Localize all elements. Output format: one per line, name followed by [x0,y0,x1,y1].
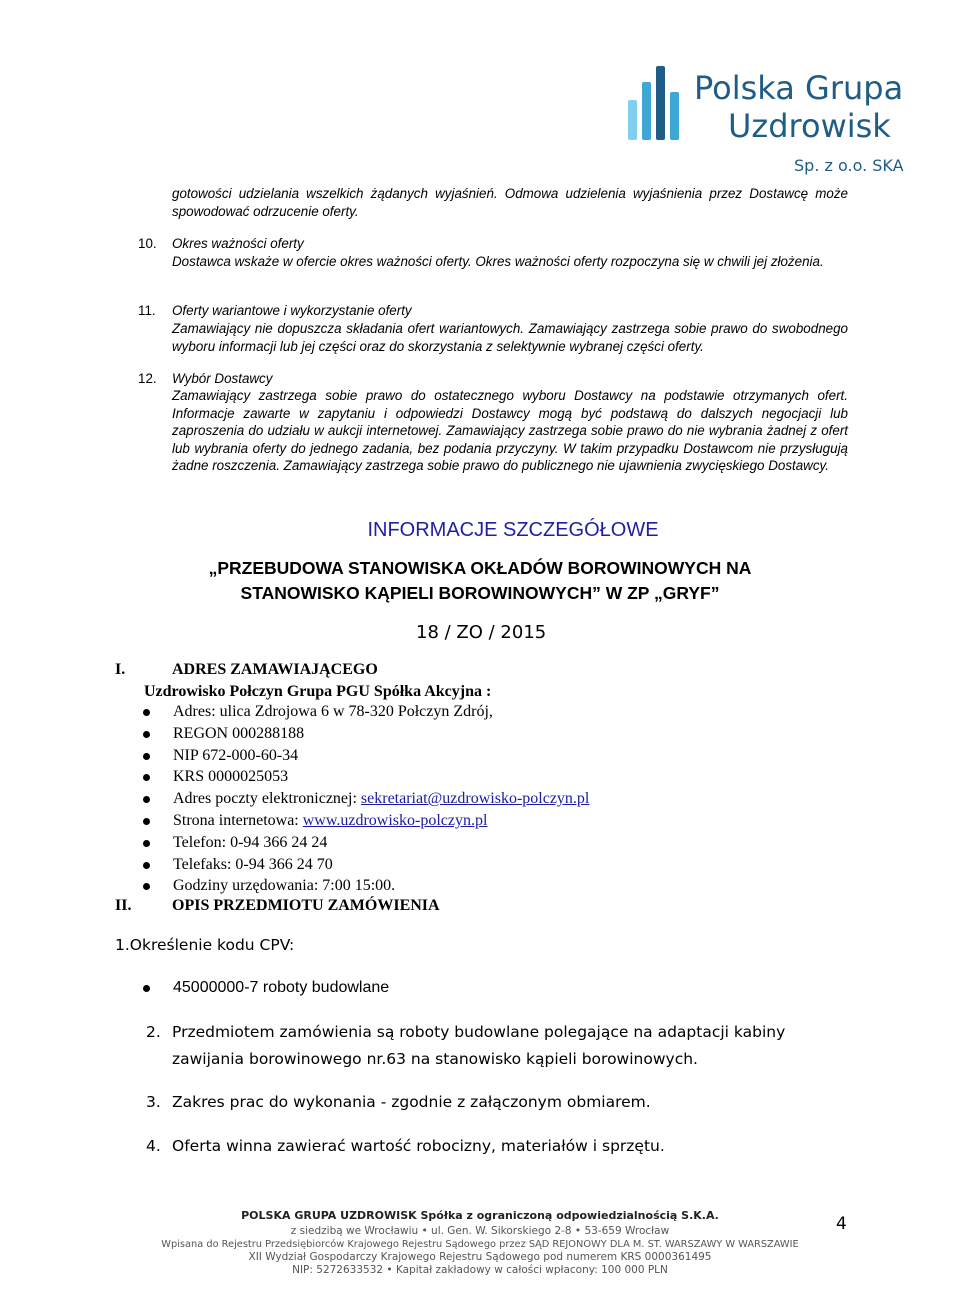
list-item: Strona internetowa: www.uzdrowisko-polczyn.pl [143,810,843,832]
numbered-item-2 [146,1019,856,1073]
section-ii-title: OPIS PRZEDMIOTU ZAMÓWIENIA [172,897,440,914]
bullet-icon [143,774,150,781]
item-4-number: 4. [146,1137,161,1155]
bullet-icon [143,883,150,890]
email-link[interactable]: sekretariat@uzdrowisko-polczyn.pl [360,790,590,808]
logo-text-line1: Polska Grupa [694,69,904,107]
item-3-number: 3. [146,1093,161,1111]
logo-bar-1 [628,100,637,140]
address-list [143,701,843,897]
list-item: Godziny urzędowania: 7:00 15:00. [143,875,843,897]
bullet-icon [143,862,150,869]
page-number: 4 [836,1214,847,1234]
section-i-title: ADRES ZAMAWIAJĄCEGO [172,661,378,678]
cpv-label: 1.Określenie kodu CPV: [115,936,295,954]
bullet-icon [143,840,150,847]
logo-bar-4 [670,92,679,140]
section-12-number: 12. [138,371,157,386]
footer-line-2: z siedzibą we Wrocławiu • ul. Gen. W. Sikorskiego 2-8 • 53-659 Wrocław [290,1225,670,1237]
numbered-item-4 [146,1135,856,1157]
list-item: Adres poczty elektronicznej: sekretariat@uzdrowisko-polczyn.pl [143,788,843,810]
section-10-title: Okres ważności oferty [172,236,304,251]
project-title-line1: „PRZEBUDOWA STANOWISKA OKŁADÓW BOROWINOWYCH NA [208,558,752,578]
bullet-icon [143,818,150,825]
bullet-icon [143,985,150,992]
list-item: NIP 672-000-60-34 [143,745,843,767]
section-i-numeral: I. [115,661,126,678]
list-item: Telefon: 0-94 366 24 24 [143,832,843,854]
section-10-heading [138,235,848,253]
footer-line-3: Wpisana do Rejestru Przedsiębiorców Krajowego Rejestru Sądowego przez SĄD REJONOWY DLA M. ST. WARSZAWY W WARSZAWIE [161,1239,799,1250]
numbered-item-3 [146,1091,856,1113]
item-3-text: Zakres prac do wykonania - zgodnie z załączonym obmiarem. [172,1093,651,1111]
intro-paragraph: gotowości udzielania wszelkich żądanych wyjaśnień. Odmowa udzielenia wyjaśnienia przez Dostawcę może spowodować odrzucenie oferty. [172,186,848,219]
logo-bar-3 [656,66,665,140]
cpv-list-item: 45000000-7 roboty budowlane [143,977,389,999]
bullet-icon [143,753,150,760]
section-12-heading [138,370,848,388]
bullet-icon [143,731,150,738]
section-10-number: 10. [138,236,157,251]
website-link[interactable]: www.uzdrowisko-polczyn.pl [302,811,488,829]
section-12-body: Zamawiający zastrzega sobie prawo do ostatecznego wyboru Dostawcy na podstawie otrzymanych ofert. Informacje zawarte w zapytaniu i odpowiedzi Dostawcy mogą być podstawą do dalszych negocjacji lub zaproszenia do udziału w aukcji internetowej. Zamawiający zastrzega sobie prawo do nie wybrania żadnej z ofert lub wybrania oferty do jednego zadania, bez podania przyczyny. W takim przypadku Dostawcom nie przysługują żadne roszczenia. Zamawiający zastrzega sobie prawo do publicznego nie ujawnienia zwycięskiego Dostawcy. [172,388,848,473]
section-11-body: Zamawiający nie dopuszcza składania ofert wariantowych. Zamawiający zastrzega sobie prawo do swobodnego wyboru informacji lub jej części oraz do skorzystania z selektywnie wybranej części oferty. [172,321,848,354]
list-item: KRS 0000025053 [143,766,843,788]
section-11-heading [138,302,848,320]
list-item: Adres: ulica Zdrojowa 6 w 78-320 Połczyn Zdrój, [143,701,843,723]
bullet-icon [143,709,150,716]
section-ii-heading [115,895,440,917]
footer-line-5: NIP: 5272633532 • Kapitał zakładowy w całości wpłacony: 100 000 PLN [292,1264,668,1276]
section-12-title: Wybór Dostawcy [172,371,273,386]
section-ii-numeral: II. [115,897,132,914]
section-10-body: Dostawca wskaże w ofercie okres ważności oferty. Okres ważności oferty rozpoczyna się w chwili jej złożenia. [172,254,824,269]
list-item: Telefaks: 0-94 366 24 70 [143,854,843,876]
item-2-number: 2. [146,1023,161,1041]
logo-bar-2 [642,82,651,140]
item-4-text: Oferta winna zawierać wartość robocizny, materiałów i sprzętu. [172,1137,665,1155]
section-11-number: 11. [138,303,156,318]
info-heading: INFORMACJE SZCZEGÓŁOWE [367,519,659,541]
item-2-text: Przedmiotem zamówienia są roboty budowlane polegające na adaptacji kabiny zawijania borowinowego nr.63 na stanowisko kąpieli borowinowych. [172,1023,786,1068]
logo-text-line3: Sp. z o.o. SKA [794,156,904,175]
section-11-title: Oferty wariantowe i wykorzystanie oferty [172,303,412,318]
footer-line-1: POLSKA GRUPA UZDROWISK Spółka z ograniczoną odpowiedzialnością S.K.A. [241,1209,719,1222]
bullet-icon [143,796,150,803]
company-name: Uzdrowisko Połczyn Grupa PGU Spółka Akcyjna : [144,683,492,700]
footer [130,1208,830,1277]
reference-number: 18 / ZO / 2015 [416,622,547,643]
section-i-heading [115,659,378,681]
footer-line-4: XII Wydział Gospodarczy Krajowego Rejestru Sądowego pod numerem KRS 0000361495 [248,1251,712,1263]
project-title-line2: STANOWISKO KĄPIELI BOROWINOWYCH” W ZP „GRYF” [240,583,720,603]
logo-text-line2: Uzdrowisk [728,107,891,145]
list-item: REGON 000288188 [143,723,843,745]
company-logo [622,58,922,183]
